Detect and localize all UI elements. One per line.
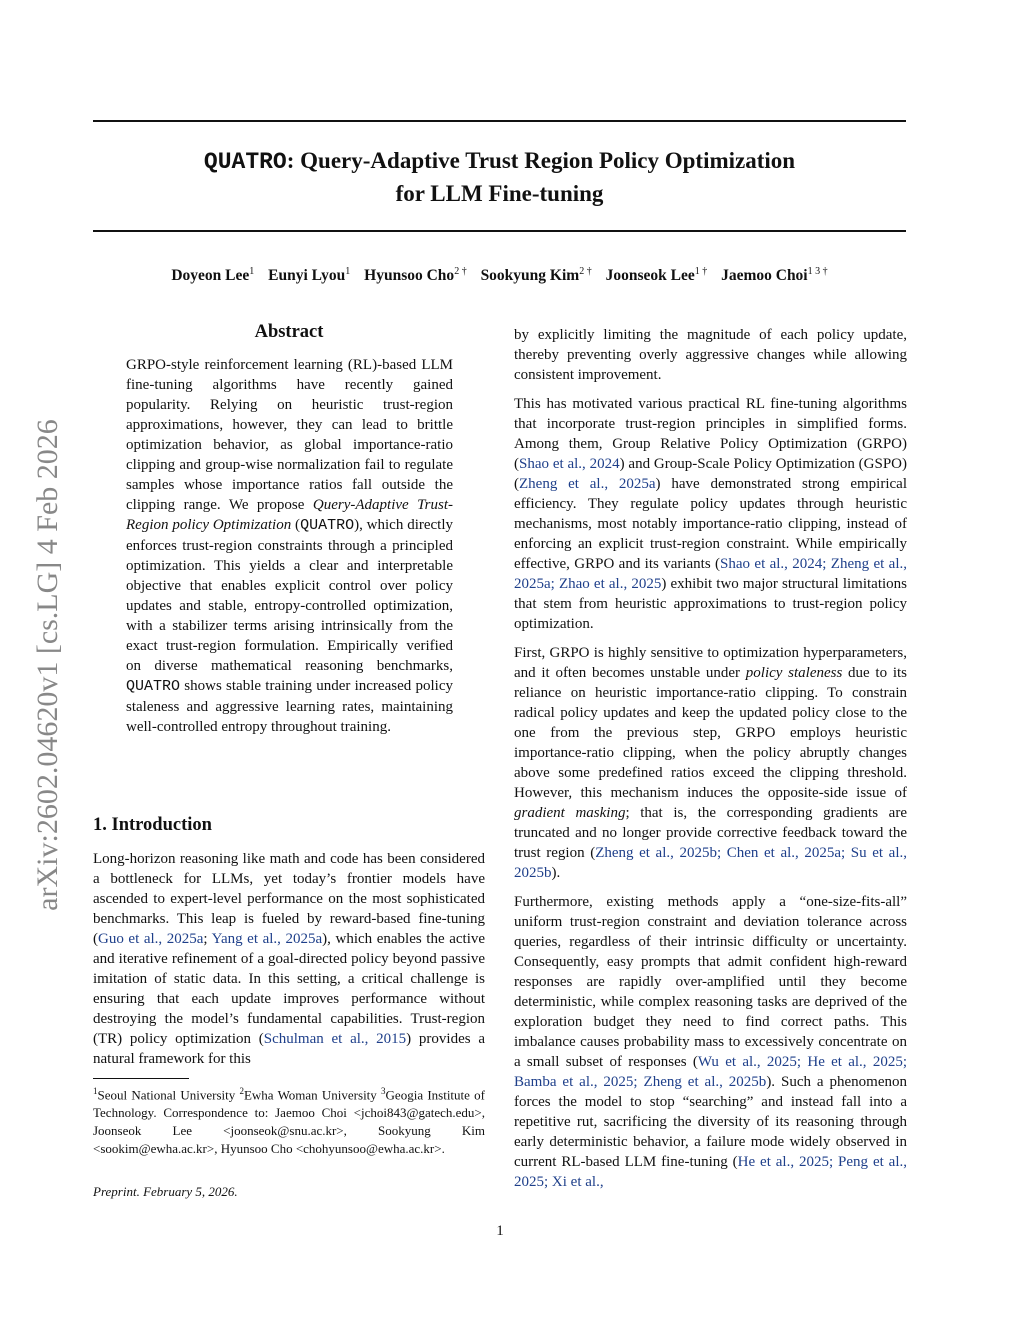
title-bottom-rule — [93, 230, 906, 232]
footnote-rule — [93, 1078, 189, 1079]
author: Jaemoo Choi$^{1 3 \dagger}$ — [721, 266, 828, 285]
author: Doyeon Lee$^1$ — [171, 266, 255, 285]
citation-link[interactable]: Yang et al., 2025a — [211, 931, 323, 947]
author: Sookyung Kim$^{2 \dagger}$ — [480, 266, 592, 285]
intro-body: Long-horizon reasoning like math and code has been considered a bottleneck for LLMs, yet today’s frontier models have ascended to expert-level performance on the most sophisticated benchmarks. This leap is fueled by reward-based fine-tuning (Guo et al., 2025a; Yang et al., 2025a), which enables the active and iterative refinement of a goal-directed policy beyond passive imitation of static data. In this setting, a critical challenge is ensuring that each update improves performance without destroying the model’s fundamental capabilities. Trust-region (TR) policy optimization (Schulman et al., 2015) provides a natural framework for this — [93, 851, 486, 1067]
citation-link[interactable]: Zheng et al., 2025b; Chen et al., 2025a; Su et al., 2025b — [514, 845, 908, 881]
citation-link[interactable]: Wu et al., 2025; He et al., 2025; Bamba et al., 2025; Zheng et al., 2025b — [514, 1054, 908, 1090]
title-line1: : Query-Adaptive Trust Region Policy Optimization — [286, 148, 796, 173]
citation-link[interactable]: Schulman et al., 2015 — [263, 1031, 407, 1047]
intro-heading: 1. Introduction — [93, 815, 212, 835]
author-list — [93, 266, 906, 285]
citation-link[interactable]: Shao et al., 2024 — [519, 456, 620, 472]
title-method-name: QUATRO — [203, 149, 287, 175]
title-line2: for LLM Fine-tuning — [395, 181, 604, 206]
paragraph: Furthermore, existing methods apply a “one-size-fits-all” uniform trust-region constraint and deviation tolerance across queries, regardless of their intrinsic difficulty or uncertainty. Consequently, easy prompts that admit confident high-reward responses are rapidly over-amplified until they become deterministic, while complex reasoning tasks are deprived of the exploration budget they need to find correct paths. This imbalance causes probability mass to excessively concentrate on a small subset of responses (Wu et al., 2025; He et al., 2025; Bamba et al., 2025; Zheng et al., 2025b). Such a phenomenon forces the model to stop “searching” and instead fall into a repetitive rut, sacrificing the diversity of its reasoning through early deterministic behavior, a failure mode widely observed in current RL-based LLM fine-tuning (He et al., 2025; Peng et al., 2025; Xi et al., — [514, 894, 908, 1190]
affiliations-footnote: $^1$Seoul National University $^2$Ewha Woman University $^3$Geogia Institute of Technology. Correspondence to: Jaemoo Choi <jchoi843@gatech.edu>, Joonseok Lee <joonseok@snu.ac.kr>, Sookyung Kim <sookim@ewha.ac.kr>, Hyunsoo Cho <chohyunsoo@ewha.ac.kr>. — [93, 1086, 485, 1157]
arxiv-stamp: arXiv:2602.04620v1 [cs.LG] 4 Feb 2026 — [31, 419, 64, 911]
page-number: 1 — [496, 1223, 504, 1239]
paper-title — [93, 145, 906, 209]
preprint-note: Preprint. February 5, 2026. — [93, 1184, 238, 1199]
right-column — [514, 325, 907, 1201]
paragraph: This has motivated various practical RL fine-tuning algorithms that incorporate trust-region principles in simplified forms. Among them, Group Relative Policy Optimization (GRPO) (Shao et al., 2024) and Group-Scale Policy Optimization (GSPO) (Zheng et al., 2025a) have demonstrated strong empirical efficiency. They regulate policy updates through heuristic mechanisms, most notably importance-ratio clipping, instead of enforcing an explicit trust-region constraint. While empirically effective, GRPO and its variants (Shao et al., 2024; Zheng et al., 2025a; Zhao et al., 2025) exhibit two major structural limitations that stem from heuristic approximations to trust-region policy optimization. — [514, 396, 908, 632]
citation-link[interactable]: Shao et al., 2024; Zheng et al., 2025a; Zhao et al., 2025 — [514, 556, 907, 592]
author: Hyunsoo Cho$^{2 \dagger}$ — [364, 266, 467, 285]
citation-link[interactable]: He et al., 2025; Peng et al., 2025; Xi et al., — [514, 1154, 907, 1190]
author: Eunyi Lyou$^1$ — [268, 266, 351, 285]
author: Joonseok Lee$^{1 \dagger}$ — [605, 266, 708, 285]
title-top-rule — [93, 120, 906, 122]
paragraph: First, GRPO is highly sensitive to optimization hyperparameters, and it often becomes unstable under policy staleness due to its reliance on heuristic importance-ratio clipping. To constrain radical policy updates and keep the updated policy close to the one from the previous step, GRPO employs heuristic importance-ratio clipping, when the policy abruptly changes above some predefined ratios exceed the clipping threshold. However, this mechanism induces the opposite-side issue of gradient masking; that is, the corresponding gradients are truncated and no longer provide corrective feedback toward the trust region (Zheng et al., 2025b; Chen et al., 2025a; Su et al., 2025b). — [514, 645, 908, 881]
citation-link[interactable]: Guo et al., 2025a — [98, 931, 204, 947]
abstract-heading: Abstract — [254, 322, 324, 342]
paragraph: by explicitly limiting the magnitude of each policy update, thereby preventing overly aggressive changes while allowing consistent improvement. — [514, 327, 907, 383]
citation-link[interactable]: Zheng et al., 2025a — [519, 476, 656, 492]
abstract-body: GRPO-style reinforcement learning (RL)-based LLM fine-tuning algorithms have recently gained popularity. Relying on heuristic trust-region approximations, however, they can lead to brittle optimization behavior, as global importance-ratio clipping and group-wise normalization fail to regulate samples whose importance ratios fall outside the clipping range. We propose Query-Adaptive Trust-Region policy Optimization (QUATRO), which directly enforces trust-region constraints through a principled optimization. This yields a clear and interpretable objective that enables explicit control over policy updates and stable, entropy-controlled optimization, with a stabilizer terms arising intrinsically from the exact trust-region formulation. Empirically verified on diverse mathematical reasoning benchmarks, QUATRO shows stable training under increased policy staleness and aggressive learning rates, maintaining well-controlled entropy throughout training. — [126, 357, 454, 735]
